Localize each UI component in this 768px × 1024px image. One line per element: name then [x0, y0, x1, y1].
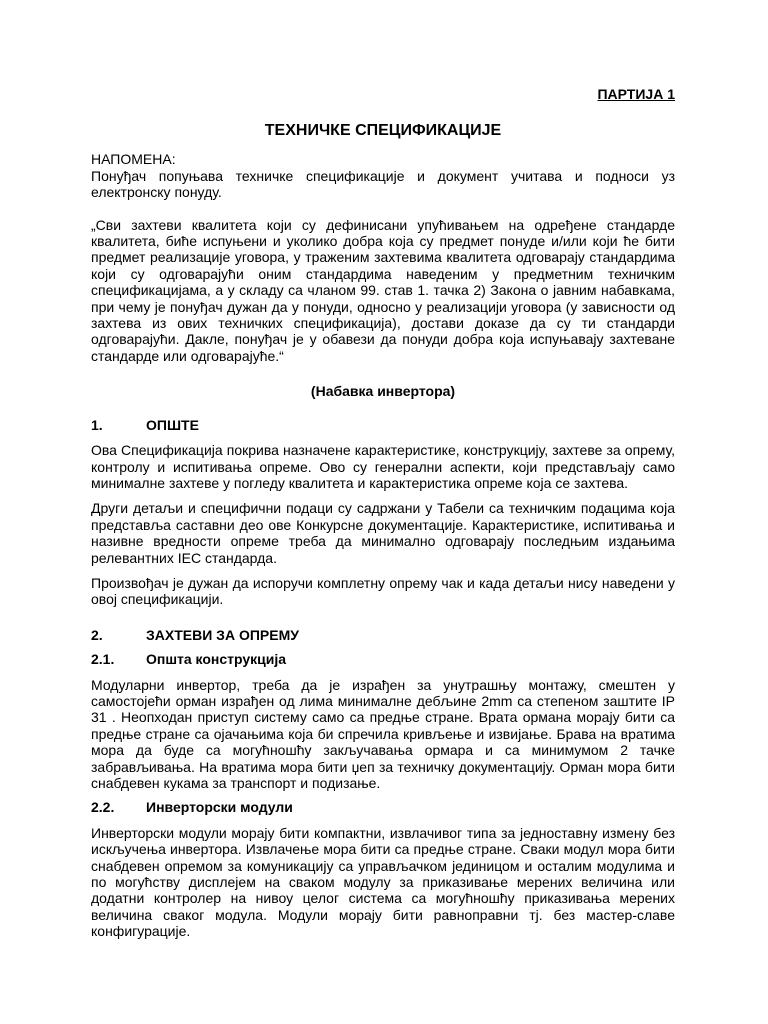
- section-1-paragraph-3: Произвођач је дужан да испоручи комплетну опрему чак и када детаљи нису наведени у овој спецификацији.: [91, 574, 675, 608]
- section-title: Инверторски модули: [146, 799, 293, 816]
- section-1-paragraph-2: Други детаљи и специфични подаци су садржани у Табели са техничким подацима која представља саставни део ове Конкурсне документације. Карактеристике, испитивања и називне вредности опреме треба да минимално одговарају последњим издањима релевантних IEC стандарда.: [91, 500, 675, 566]
- document-page: [91, 86, 675, 940]
- section-number: 2.1.: [91, 651, 115, 668]
- document-title: ТЕХНИЧКЕ СПЕЦИФИКАЦИЈЕ: [264, 122, 502, 140]
- section-number: 1.: [91, 416, 103, 433]
- section-2-1-heading: [91, 651, 675, 667]
- section-number: 2.2.: [91, 799, 115, 816]
- lot-label: ПАРТИЈА 1: [597, 86, 675, 102]
- section-2-heading: [91, 627, 675, 643]
- section-title: ЗАХТЕВИ ЗА ОПРЕМУ: [146, 626, 299, 643]
- section-2-1-paragraph: Модуларни инвертор, треба да је израђен за унутрашњу монтажу, смештен у самостојећи орман израђен од лима минималне дебљине 2mm са степеном заштите IP 31 . Неопходан приступ систему само са предње стране. Врата ормана морају бити са предње стране са ојачањима која би спречила кривљење и извијање. Брава на вратима мора да буде са могућношћу закључавања ормара и са минимумом 2 тачке забрављивања. На вратима мора бити џеп за техничку документацију. Орман мора бити снабдевен кукама за транспорт и подизање.: [91, 676, 675, 791]
- section-number: 2.: [91, 626, 103, 643]
- quality-quote: „Сви захтеви квалитета који су дефинисани упућивањем на одређене стандарде квалитета, биће испуњени и уколико добра која су предмет понуде и/или који ће бити предмет реализације уговора, у траженим захтевима квалитета одговарају стандардима који су одговарајући оним стандардима наведеним у предметним техничким спецификацијама, а у складу са чланом 99. став 1. тачка 2) Закона о јавним набавкама, при чему је понуђач дужан да у понуди, односно у реализацији уговора (у зависности од захтева из ових техничких спецификација), достави доказе да су ти стандарди одговарајући. Дакле, понуђач је у обавези да понуди добра која испуњавају захтеване стандарде или одговарајуће.“: [91, 216, 675, 364]
- section-title: ОПШТЕ: [146, 416, 199, 433]
- note-label: НАПОМЕНА:: [91, 151, 176, 168]
- section-1-paragraph-1: Ова Спецификација покрива назначене карактеристике, конструкцију, захтеве за опрему, контролу и испитивања опреме. Ово су генерални аспекти, који представљају само минималне захтеве у погледу квалитета и карактеристика опреме која се захтева.: [91, 442, 675, 491]
- section-2-2-heading: [91, 799, 675, 815]
- section-1-heading: [91, 417, 675, 433]
- section-2-2-paragraph: Инверторски модули морају бити компактни, извлачивог типа за једноставну измену без искључења инвертора. Извлачење мора бити са предње стране. Сваки модул мора бити снабдевен опремом за комуникацију са управљачком јединицом и осталим модулима и по могућству дисплејем на сваком модулу за приказивање мерених величина или додатни контролер на нивоу целог система са могућношћу приказивања мерених величина сваког модула. Модули морају бити равноправни тј. без мастер-славе конфигурације.: [91, 824, 675, 940]
- note-text: Понуђач попуњава техничке спецификације и документ учитава и подноси уз електронску понуду.: [91, 167, 675, 201]
- section-title: Општа конструкција: [146, 651, 287, 668]
- procurement-subject: (Набавка инвертора): [310, 383, 456, 400]
